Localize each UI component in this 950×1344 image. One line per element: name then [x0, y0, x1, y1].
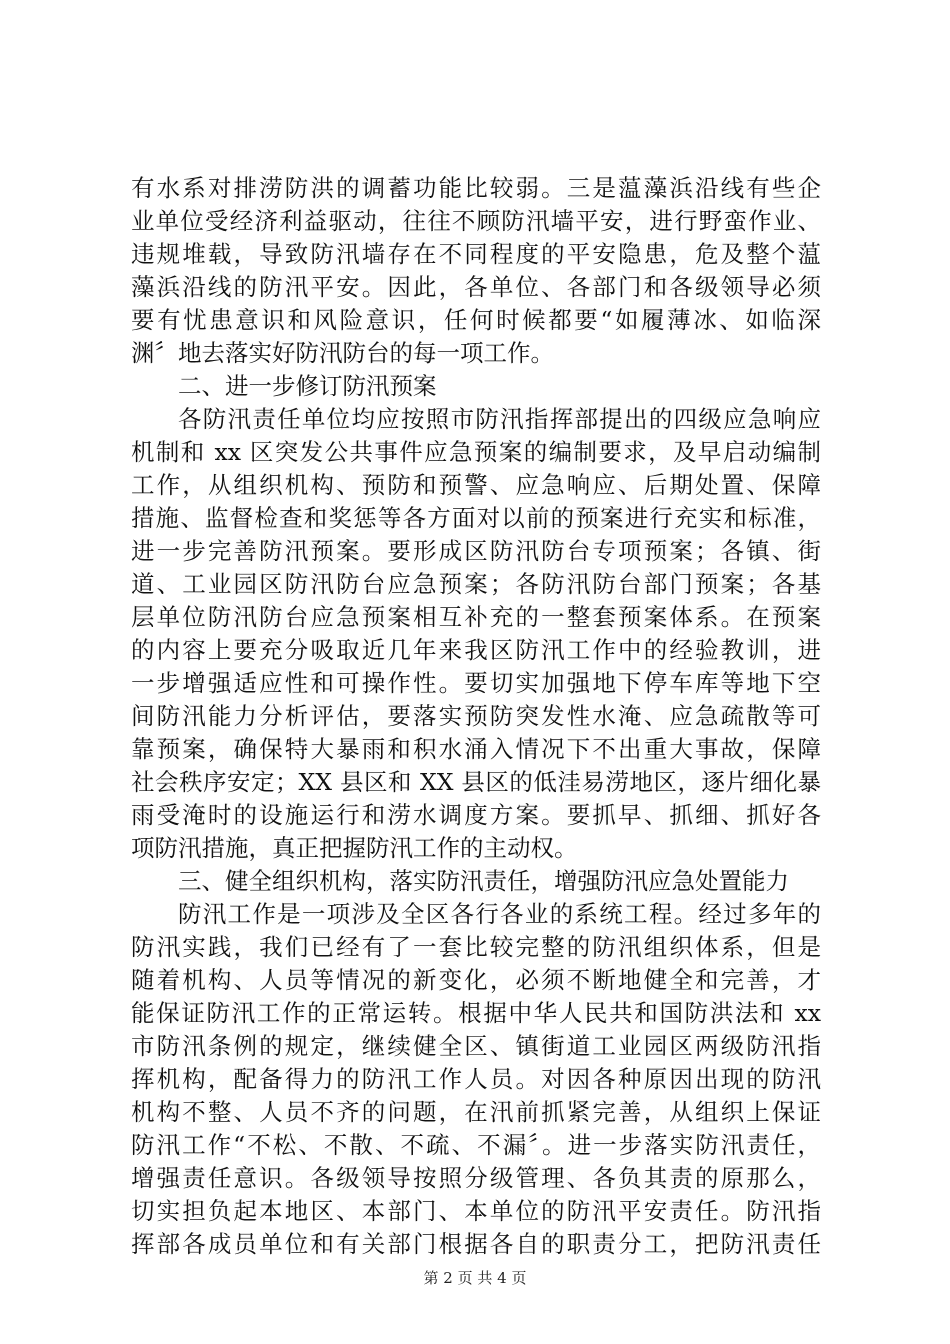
body-text-line: 挥部各成员单位和有关部门根据各自的职责分工，把防汛责任	[131, 1230, 821, 1258]
body-text-line: 道、工业园区防汛防台应急预案；各防汛防台部门预案；各基	[131, 570, 821, 598]
section-heading: 三、健全组织机构，落实防汛责任，增强防汛应急处置能力	[178, 867, 789, 895]
body-text-line: 层单位防汛防台应急预案相互补充的一整套预案体系。在预案	[131, 603, 821, 631]
section-heading: 二、进一步修订防汛预案	[178, 372, 437, 400]
body-text-line: 违规堆载，导致防汛墙存在不同程度的平安隐患，危及整个蕰	[131, 240, 821, 268]
body-text-line: 藻浜沿线的防汛平安。因此，各单位、各部门和各级领导必须	[131, 273, 821, 301]
body-text-line: 的内容上要充分吸取近几年来我区防汛工作中的经验教训，进	[131, 636, 821, 664]
body-text-line: 间防汛能力分析评估，要落实预防突发性水淹、应急疏散等可	[131, 702, 821, 730]
body-text-line: 项防汛措施，真正把握防汛工作的主动权。	[131, 834, 578, 862]
body-text-line: 能保证防汛工作的正常运转。根据中华人民共和国防洪法和 xx	[131, 999, 821, 1027]
body-text-line: 社会秩序安定；XX 县区和 XX 县区的低洼易涝地区，逐片细化暴	[131, 768, 821, 796]
body-text-line: 机构不整、人员不齐的问题，在汛前抓紧完善，从组织上保证	[131, 1098, 821, 1126]
page-footer: 第 2 页 共 4 页	[423, 1269, 527, 1287]
body-text-line: 挥机构，配备得力的防汛工作人员。对因各种原因出现的防汛	[131, 1065, 821, 1093]
body-text-line: 靠预案，确保特大暴雨和积水涌入情况下不出重大事故，保障	[131, 735, 821, 763]
body-text-line: 一步增强适应性和可操作性。要切实加强地下停车库等地下空	[131, 669, 821, 697]
body-text-line: 渊〞地去落实好防汛防台的每一项工作。	[131, 339, 554, 367]
body-text-line: 随着机构、人员等情况的新变化，必须不断地健全和完善，才	[131, 966, 821, 994]
body-text-line: 切实担负起本地区、本部门、本单位的防汛平安责任。防汛指	[131, 1197, 821, 1225]
body-text-line: 工作，从组织机构、预防和预警、应急响应、后期处置、保障	[131, 471, 821, 499]
body-text-line: 增强责任意识。各级领导按照分级管理、各负其责的原那么，	[131, 1164, 821, 1192]
body-text-line: 防汛实践，我们已经有了一套比较完整的防汛组织体系，但是	[131, 933, 821, 961]
body-text-line: 各防汛责任单位均应按照市防汛指挥部提出的四级应急响应	[178, 405, 821, 433]
body-text-line: 雨受淹时的设施运行和涝水调度方案。要抓早、抓细、抓好各	[131, 801, 821, 829]
body-text-line: 要有忧患意识和风险意识，任何时候都要“如履薄冰、如临深	[131, 306, 821, 334]
body-text-line: 业单位受经济利益驱动，往往不顾防汛墙平安，进行野蛮作业、	[131, 207, 821, 235]
body-text-line: 措施、监督检查和奖惩等各方面对以前的预案进行充实和标准，	[131, 504, 821, 532]
body-text-line: 有水系对排涝防洪的调蓄功能比较弱。三是蕰藻浜沿线有些企	[131, 174, 821, 202]
body-text-line: 机制和 xx 区突发公共事件应急预案的编制要求，及早启动编制	[131, 438, 821, 466]
body-text-line: 防汛工作“不松、不散、不疏、不漏〞。进一步落实防汛责任，	[131, 1131, 821, 1159]
body-text-line: 市防汛条例的规定，继续健全区、镇街道工业园区两级防汛指	[131, 1032, 821, 1060]
body-text-line: 防汛工作是一项涉及全区各行各业的系统工程。经过多年的	[178, 900, 821, 928]
body-text-line: 进一步完善防汛预案。要形成区防汛防台专项预案；各镇、街	[131, 537, 821, 565]
